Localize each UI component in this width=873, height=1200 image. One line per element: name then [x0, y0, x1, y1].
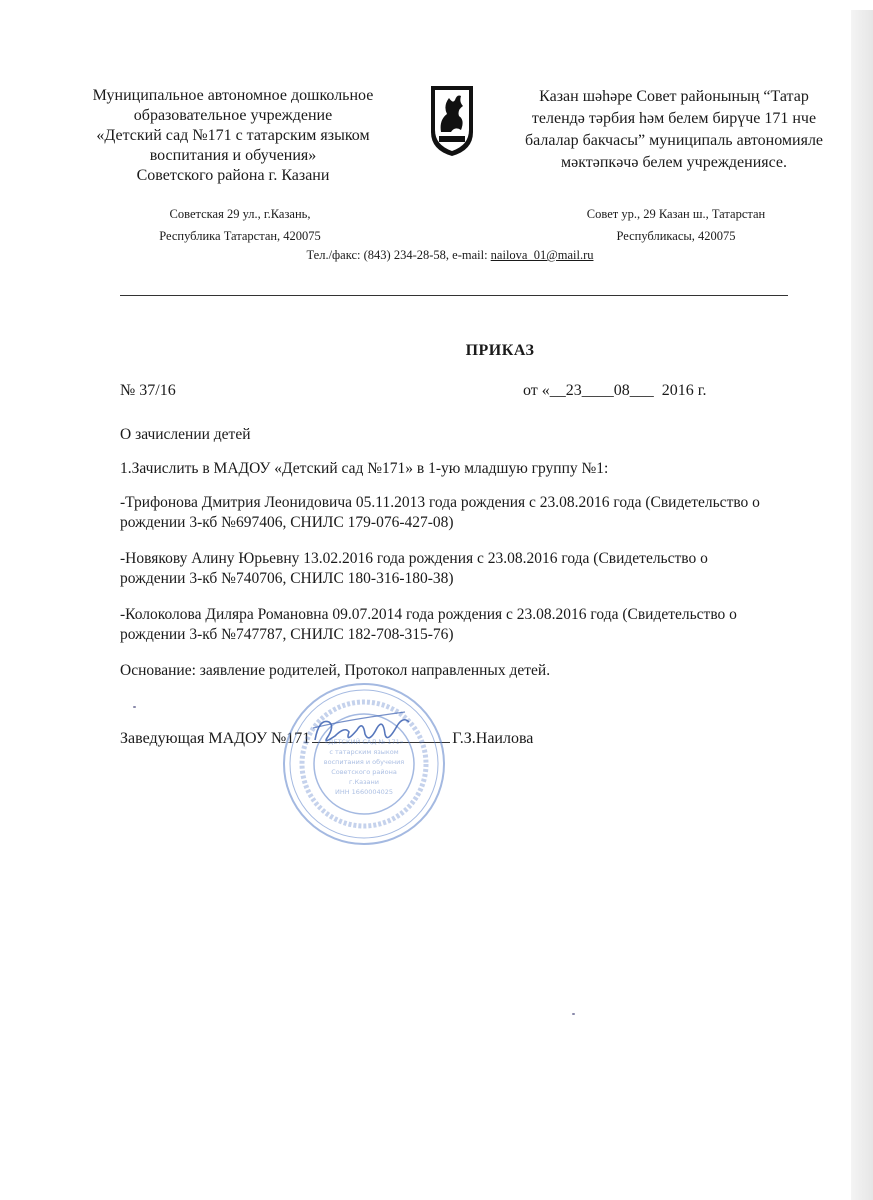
ink-speck: [572, 1013, 575, 1015]
svg-text:ИНН 1660004025: ИНН 1660004025: [334, 788, 394, 796]
child-entry: [120, 493, 800, 533]
address-line: Совет ур., 29 Казан ш., Татарстан: [586, 207, 766, 221]
svg-text:г.Казани: г.Казани: [349, 778, 379, 786]
header-divider: [120, 295, 788, 296]
svg-text:Советского района: Советского района: [331, 768, 397, 776]
order-basis: Основание: заявление родителей, Протокол направленных детей.: [120, 662, 551, 679]
order-item-1: 1.Зачислить в МАДОУ «Детский сад №171» в 1-ую младшую группу №1:: [120, 460, 609, 477]
org-name-line: мәктәпкәчә белем учреждениясе.: [560, 154, 788, 171]
org-name-line: телендә тәрбия һәм белем бирүче 171 нче: [531, 110, 817, 127]
child-entry-line: рождении 3-кб №697406, СНИЛС 179-076-427-08): [120, 514, 454, 531]
ink-speck: [133, 706, 136, 708]
kazan-coat-of-arms-icon: [427, 80, 477, 158]
address-line: Республика Татарстан, 420075: [159, 229, 321, 243]
org-name-line: балалар бакчасы” муниципаль автономияле: [524, 132, 824, 149]
org-name-russian: [68, 86, 398, 186]
org-name-line: образовательное учреждение: [133, 107, 333, 124]
signer-position: Заведующая МАДОУ №171: [120, 730, 311, 747]
org-name-line: воспитания и обучения»: [149, 147, 317, 164]
address-russian: [120, 203, 360, 247]
org-name-line: Советского района г. Казани: [136, 167, 330, 184]
date-prefix: от «: [523, 382, 550, 399]
order-date: от «__23____08___ 2016 г.: [523, 382, 707, 399]
svg-text:воспитания и обучения: воспитания и обучения: [323, 758, 405, 766]
child-entry: [120, 605, 800, 645]
child-entry: [120, 549, 800, 589]
address-line: Советская 29 ул., г.Казань,: [169, 207, 311, 221]
child-entry-line: рождении 3-кб №740706, СНИЛС 180-316-180-38): [120, 570, 454, 587]
signer-name: Г.З.Наилова: [452, 730, 534, 747]
org-name-line: Муниципальное автономное дошкольное: [92, 87, 374, 104]
org-name-line: «Детский сад №171 с татарским языком: [96, 127, 370, 144]
order-subject: О зачислении детей: [120, 426, 251, 443]
svg-text:«ДЕТСКИЙ САД № 171»: «ДЕТСКИЙ САД № 171»: [324, 738, 404, 746]
document-title: ПРИКАЗ: [465, 342, 535, 359]
handwritten-signature: [305, 700, 425, 760]
address-tatar: [548, 203, 804, 247]
date-day: 23: [565, 382, 582, 399]
email-link[interactable]: nailova_01@mail.ru: [490, 248, 594, 262]
document-body: [120, 425, 800, 697]
contacts: [200, 248, 700, 263]
child-entry-line: -Трифонова Дмитрия Леонидовича 05.11.2013 года рождения с 23.08.2016 года (Свидетельство о: [120, 494, 760, 511]
org-name-tatar: [500, 86, 848, 174]
order-number: № 37/16: [120, 382, 176, 399]
org-name-line: Казан шәһәре Совет районының “Татар: [539, 88, 809, 105]
child-entry-line: рождении 3-кб №747787, СНИЛС 182-708-315-76): [120, 626, 454, 643]
date-month: 08: [613, 382, 630, 399]
date-year: 2016 г.: [661, 382, 707, 399]
svg-text:с татарским языком: с татарским языком: [329, 748, 399, 756]
child-entry-line: -Новякову Алину Юрьевну 13.02.2016 года рождения с 23.08.2016 года (Свидетельство о: [120, 550, 708, 567]
phone-fax: Тел./факс: (843) 234-28-58, e-mail:: [306, 248, 491, 262]
address-line: Республикасы, 420075: [616, 229, 736, 243]
page-edge-shadow: [851, 10, 873, 1200]
child-entry-line: -Колоколова Диляра Романовна 09.07.2014 года рождения с 23.08.2016 года (Свидетельство о: [120, 606, 737, 623]
